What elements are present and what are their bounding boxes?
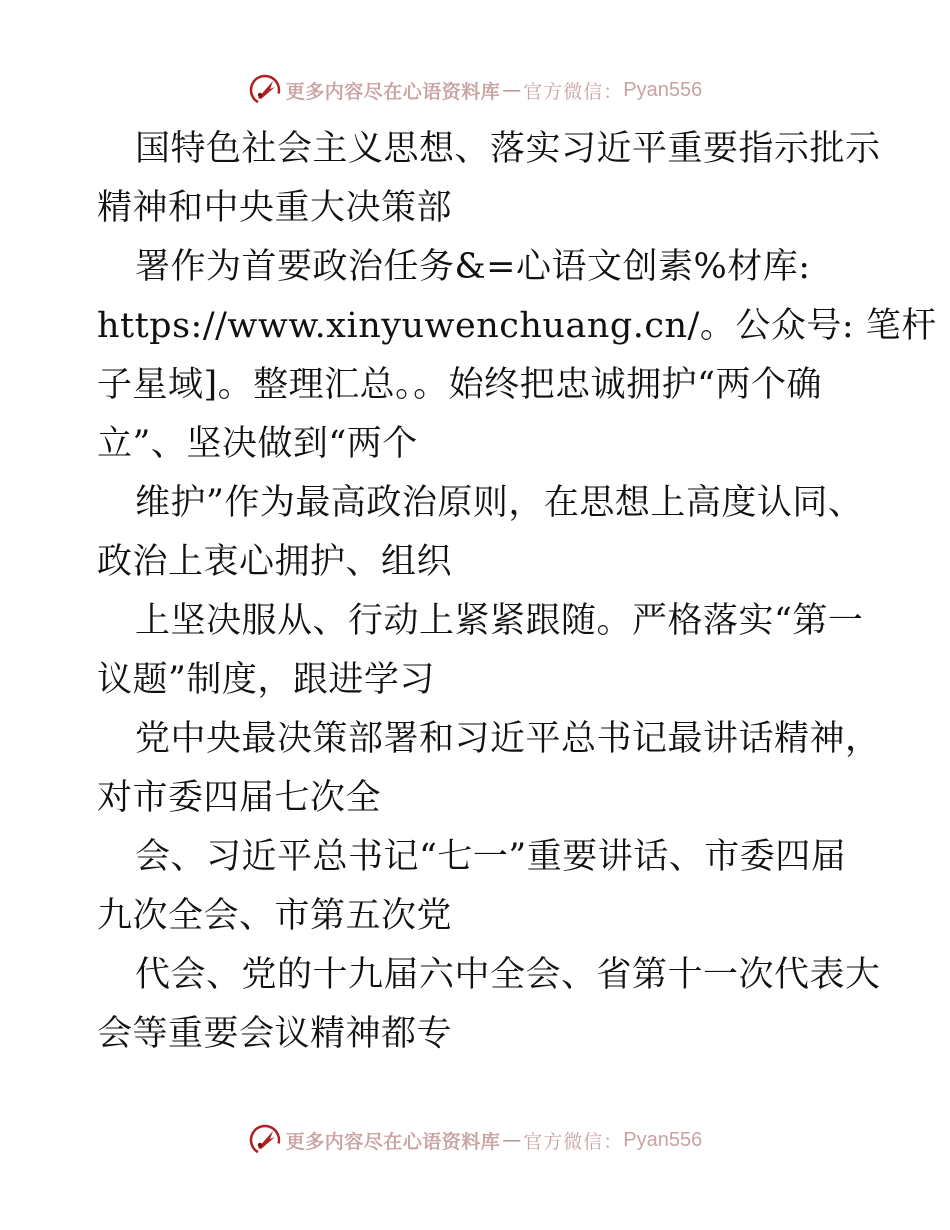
body-line: 会、习近平总书记“七一”重要讲话、市委四届 (135, 837, 847, 877)
banner-wechat-id: Pyan556 (623, 1128, 703, 1151)
banner-separator: — (502, 1129, 522, 1151)
body-line: 九次全会、市第五次党 (97, 896, 453, 936)
body-line: 政治上衷心拥护、组织 (97, 542, 453, 582)
banner-wechat-id: Pyan556 (623, 78, 703, 101)
body-line: 上坚决服从、行动上紧紧跟随。严格落实“第一 (135, 601, 864, 641)
body-line: 国特色社会主义思想、落实习近平重要指示批示 (135, 129, 881, 169)
body-line: 维护”作为最高政治原则，在思想上高度认同、 (135, 483, 864, 523)
banner-wechat-label: 官方微信： (523, 1130, 624, 1153)
quill-logo-icon (248, 73, 282, 107)
body-line: 立”、坚决做到“两个 (97, 424, 418, 464)
banner-separator: — (502, 79, 522, 101)
banner-wechat-label: 官方微信： (523, 80, 624, 103)
body-line: 对市委四届七次全 (97, 778, 382, 818)
banner-main-text: 更多内容尽在心语资料库 (285, 1130, 501, 1153)
body-line: 代会、党的十九届六中全会、省第十一次代表大 (135, 955, 881, 995)
body-line: 议题”制度，跟进学习 (97, 660, 435, 700)
banner-main-text: 更多内容尽在心语资料库 (285, 80, 501, 103)
body-line-url: https://www.xinyuwenchuang.cn/。公众号: 笔杆 (97, 306, 937, 346)
document-body (97, 120, 937, 1064)
footer-banner (0, 1120, 950, 1160)
body-line: 会等重要会议精神都专 (97, 1014, 453, 1054)
body-line: 党中央最决策部署和习近平总书记最讲话精神， (135, 719, 881, 759)
quill-logo-icon (248, 1123, 282, 1157)
header-banner (0, 70, 950, 110)
body-line: 署作为首要政治任务&=心语文创素%材库: (135, 247, 811, 287)
body-line: 子星域]。整理汇总。。始终把忠诚拥护“两个确 (97, 365, 823, 405)
body-line: 精神和中央重大决策部 (97, 188, 453, 228)
